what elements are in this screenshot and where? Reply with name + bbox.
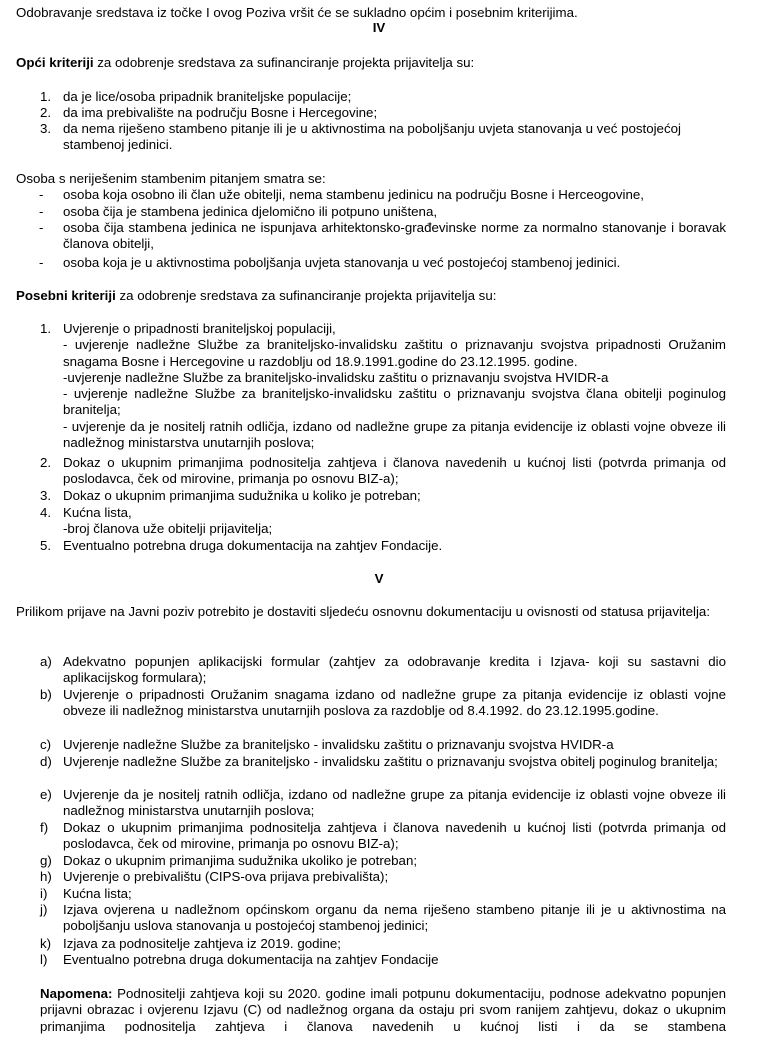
- list-letter: h): [40, 869, 52, 884]
- section-heading-iv: IV: [372, 20, 386, 35]
- note-label: Napomena:: [40, 986, 113, 1001]
- list-item-body: [63, 321, 726, 451]
- list-letter: l): [40, 952, 48, 967]
- note-paragraph: [40, 986, 726, 1035]
- list-dash: -: [39, 204, 44, 219]
- list-item-text: Dokaz o ukupnim primanjima podnositelja zahtjeva i članova navedenih u kućnoj listi (potvrda primanja od poslodavca, ček od mirovine, primanja po osnovu BIZ-a);: [63, 820, 726, 852]
- intro-line: Odobravanje sredstava iz točke I ovog Poziva vršit će se sukladno općim i posebnim kriterijima.: [16, 5, 578, 20]
- docs-lead: Prilikom prijave na Javni poziv potrebito je dostaviti sljedeću osnovnu dokumentaciju u ovisnosti od statusa prijavitelja:: [16, 604, 711, 619]
- list-item-text: Izjava ovjerena u nadležnom općinskom organu da nema riješeno stambeno pitanje ili je u aktivnostima na poboljšanju uslova stanovanja u postojećoj stambenoj jedinici;: [63, 902, 726, 934]
- list-item-line: -broj članova uže obitelji prijavitelja;: [63, 521, 273, 537]
- list-item-text: Kućna lista;: [63, 886, 132, 901]
- list-letter: g): [40, 853, 52, 868]
- note-text: Podnositelji zahtjeva koji su 2020. godine imali potpunu dokumentaciju, podnose adekvatno popunjen prijavni obrazac i ovjerenu Izjavu (C) od nadležnog organa da ostaju pri svom ranijem zahtjevu, dokaz o ukupnim primanjima podnositelja zahtjeva i članova navedenih u kućnoj listi i da se stambena: [40, 986, 726, 1034]
- list-item: [0, 105, 758, 121]
- list-number: 1.: [40, 89, 52, 104]
- list-item-text: da ima prebivalište na području Bosne i Hercegovine;: [63, 105, 378, 120]
- list-item: [0, 121, 758, 154]
- special-criteria-bold: Posebni kriteriji: [16, 288, 116, 303]
- section-heading-v: V: [374, 571, 384, 586]
- list-dash: -: [39, 187, 44, 202]
- list-number: 3.: [40, 488, 52, 503]
- housing-lead: Osoba s neriješenim stambenim pitanjem smatra se:: [16, 171, 326, 186]
- list-item-text: Uvjerenje da je nositelj ratnih odličja, izdano od nadležne grupe za pitanja evidencije iz oblasti vojne obveze ili nadležnog ministarstva unutarnjih poslova;: [63, 787, 726, 819]
- list-item-text: Adekvatno popunjen aplikacijski formular (zahtjev za odobravanje kredita i Izjava- koji su sastavni dio aplikacijskog formulara);: [63, 654, 726, 686]
- list-item-line: -uvjerenje nadležne Službe za braniteljsko-invalidsku zaštitu o priznavanju svojstva HVIDR-a: [63, 369, 609, 385]
- list-item-text: Izjava za podnositelje zahtjeva iz 2019. godine;: [63, 936, 341, 951]
- list-item: [0, 89, 758, 105]
- general-criteria-bold: Opći kriteriji: [16, 55, 94, 70]
- list-item-text: Eventualno potrebna druga dokumentacija na zahtjev Fondacije: [63, 952, 439, 967]
- list-item-text: Dokaz o ukupnim primanjima podnositelja zahtjeva i članova navedenih u kućnoj listi (potvrda primanja od poslodavca, ček od mirovine, primanja po osnovu BIZ-a);: [63, 455, 726, 487]
- list-item-text: Dokaz o ukupnim primanjima sudužnika u koliko je potreban;: [63, 488, 421, 503]
- list-item-text: da nema riješeno stambeno pitanje ili je u aktivnostima na poboljšanju uvjeta stanovanja u već postojećoj stambenoj jedinici.: [63, 121, 681, 153]
- list-letter: a): [40, 654, 52, 669]
- list-item-text: Uvjerenje o pripadnosti Oružanim snagama izdano od nadležne grupe za pitanja evidencije iz oblasti vojne obveze ili nadležnog ministarstva unutarnjih poslova za razdoblje od 8.4.1992. do 23.12.1995.godine.: [63, 687, 726, 719]
- list-item-text: Dokaz o ukupnim primanjima sudužnika ukoliko je potreban;: [63, 853, 418, 868]
- list-letter: k): [40, 936, 52, 951]
- list-item-body: [63, 505, 726, 538]
- list-item-text: Uvjerenje o prebivalištu (CIPS-ova prijava prebivališta);: [63, 869, 389, 884]
- list-dash: -: [39, 220, 44, 235]
- list-item-text: osoba koja je u aktivnostima poboljšanja uvjeta stanovanja u već postojećoj stambenoj jedinici.: [63, 255, 621, 270]
- list-item-text: osoba čija je stambena jedinica djelomično ili potpuno uništena,: [63, 204, 438, 219]
- list-letter: e): [40, 787, 52, 802]
- list-number: 4.: [40, 505, 52, 520]
- list-dash: -: [39, 255, 44, 270]
- list-item-text: osoba koja osobno ili član uže obitelji, nema stambenu jedinicu na području Bosne i Herceogovine,: [63, 187, 644, 202]
- list-number: 3.: [40, 121, 52, 136]
- list-item-text: Eventualno potrebna druga dokumentacija na zahtjev Fondacije.: [63, 538, 443, 553]
- list-letter: d): [40, 754, 52, 769]
- list-letter: j): [40, 902, 48, 917]
- list-item-text: da je lice/osoba pripadnik braniteljske populacije;: [63, 89, 352, 104]
- list-letter: b): [40, 687, 52, 702]
- list-number: 2.: [40, 105, 52, 120]
- list-item-line: - uvjerenje da je nositelj ratnih odličja, izdano od nadležne grupe za pitanja evidencije iz oblasti vojne obveze ili nadležnog ministarstva unutarnjih poslova;: [63, 418, 726, 451]
- list-letter: i): [40, 886, 48, 901]
- list-item-text: osoba čija stambena jedinica ne ispunjava arhitektonsko-građevinske norme za normalno stanovanje i boravak članova obitelji,: [63, 220, 726, 252]
- list-letter: c): [40, 737, 52, 752]
- list-item-text: Uvjerenje nadležne Službe za braniteljsko - invalidsku zaštitu o priznavanju svojstva HVIDR-a: [63, 737, 614, 752]
- list-letter: f): [40, 820, 49, 835]
- list-number: 2.: [40, 455, 52, 470]
- list-item-text: Uvjerenje nadležne Službe za braniteljsko - invalidsku zaštitu o priznavanju svojstva obitelj poginulog branitelja;: [63, 754, 718, 769]
- special-criteria-heading: [16, 288, 726, 304]
- list-item-line: - uvjerenje nadležne Službe za braniteljsko-invalidsku zaštitu o priznavanju svojstva člana obitelji poginulog branitelja;: [63, 386, 726, 418]
- list-number: 1.: [40, 321, 52, 336]
- special-criteria-rest: za odobrenje sredstava za sufinanciranje projekta prijavitelja su:: [115, 288, 497, 303]
- list-item-line: - uvjerenje nadležne Službe za braniteljsko-invalidsku zaštitu o priznavanju svojstva pripadnosti Oružanim snagama Bosne i Hercegovine u razdoblju od 18.9.1991.godine do 23.12.1995. godine.: [63, 337, 726, 369]
- general-criteria-heading: [16, 55, 726, 71]
- list-item-line: Kućna lista,: [63, 505, 132, 520]
- list-item-line: Uvjerenje o pripadnosti braniteljskoj populaciji,: [63, 321, 336, 336]
- general-criteria-rest: za odobrenje sredstava za sufinanciranje projekta prijavitelja su:: [93, 55, 475, 70]
- list-number: 5.: [40, 538, 52, 553]
